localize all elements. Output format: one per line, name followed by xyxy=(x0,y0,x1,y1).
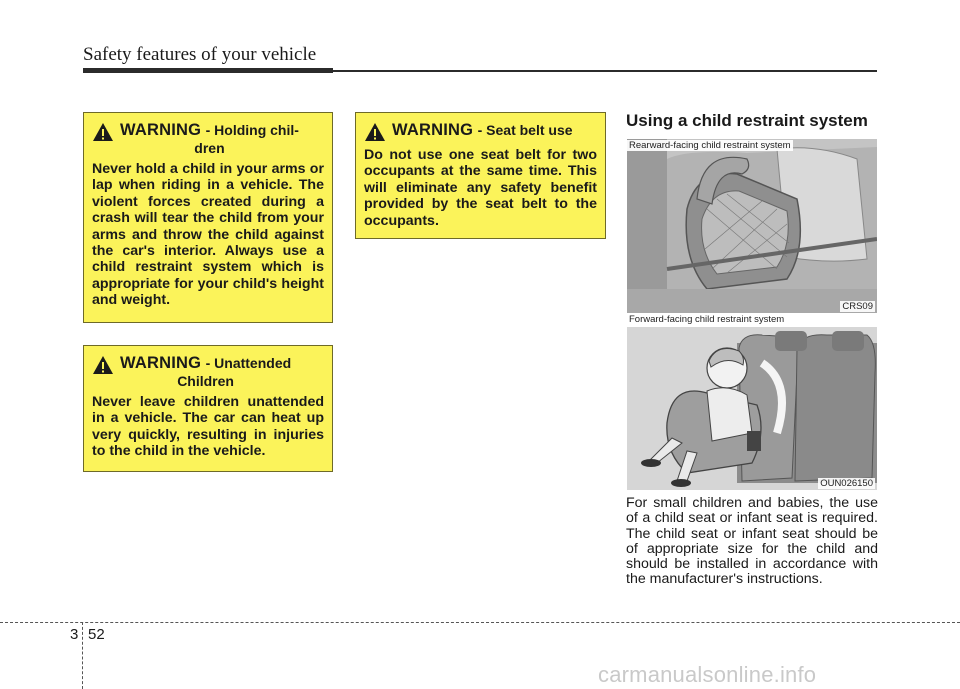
body-paragraph: For small children and babies, the use of a child seat or infant seat is required. The child seat or infant seat should be of appropriate size for the child and should be installed in accordance with the manufacturer's instructions. xyxy=(626,495,878,588)
warning-heading xyxy=(92,354,324,389)
warning-heading xyxy=(364,121,597,142)
chapter-number: 3 xyxy=(70,626,79,643)
page-header-title: Safety features of your vehicle xyxy=(83,44,317,65)
rearward-facing-illustration xyxy=(627,139,877,313)
warning-subtitle-cont: dren xyxy=(194,140,225,156)
warning-body: Do not use one seat belt for two occupants at the same time. This will eliminate any safety benefit provided by the seat belt to the occupants. xyxy=(364,147,597,229)
warning-heading xyxy=(92,121,324,156)
warning-body: Never leave children unattended in a vehicle. The car can heat up very quickly, resulting in injuries to the child in the vehicle. xyxy=(92,394,324,460)
warning-title: WARNING xyxy=(120,121,202,139)
header-rule-thin xyxy=(333,70,877,72)
page-number: 52 xyxy=(88,626,105,643)
warning-subtitle: - Seat belt use xyxy=(477,122,573,138)
warning-subtitle: - Unattended xyxy=(205,355,292,371)
forward-facing-illustration xyxy=(627,313,877,490)
warning-triangle-icon xyxy=(364,122,386,142)
rearward-seat-drawing xyxy=(627,139,877,313)
footer-rule xyxy=(0,622,960,623)
warning-title: WARNING xyxy=(392,121,474,139)
warning-box-seat-belt-use xyxy=(355,112,606,239)
warning-subtitle-cont: Children xyxy=(177,373,234,389)
warning-box-unattended-children xyxy=(83,345,333,472)
warning-body: Never hold a child in your arms or lap when riding in a vehicle. The violent forces created during a crash will tear the child from your arms and throw the child against the car's interior. Always use a child restraint system which is appropriate for your child's height and weight. xyxy=(92,161,324,309)
image-caption: Forward-facing child restraint system xyxy=(629,314,785,325)
warning-triangle-icon xyxy=(92,122,114,142)
watermark: carmanualsonline.info xyxy=(598,662,817,687)
image-code: CRS09 xyxy=(842,301,873,312)
header-rule-thick xyxy=(83,68,333,73)
image-code: OUN026150 xyxy=(820,478,873,489)
image-caption: Rearward-facing child restraint system xyxy=(629,140,791,151)
warning-box-holding-children xyxy=(83,112,333,323)
forward-seat-drawing xyxy=(627,313,877,490)
warning-triangle-icon xyxy=(92,355,114,375)
warning-subtitle: - Holding chil- xyxy=(205,122,299,138)
footer-divider xyxy=(82,622,83,689)
section-title: Using a child restraint system xyxy=(626,111,868,130)
warning-title: WARNING xyxy=(120,354,202,372)
